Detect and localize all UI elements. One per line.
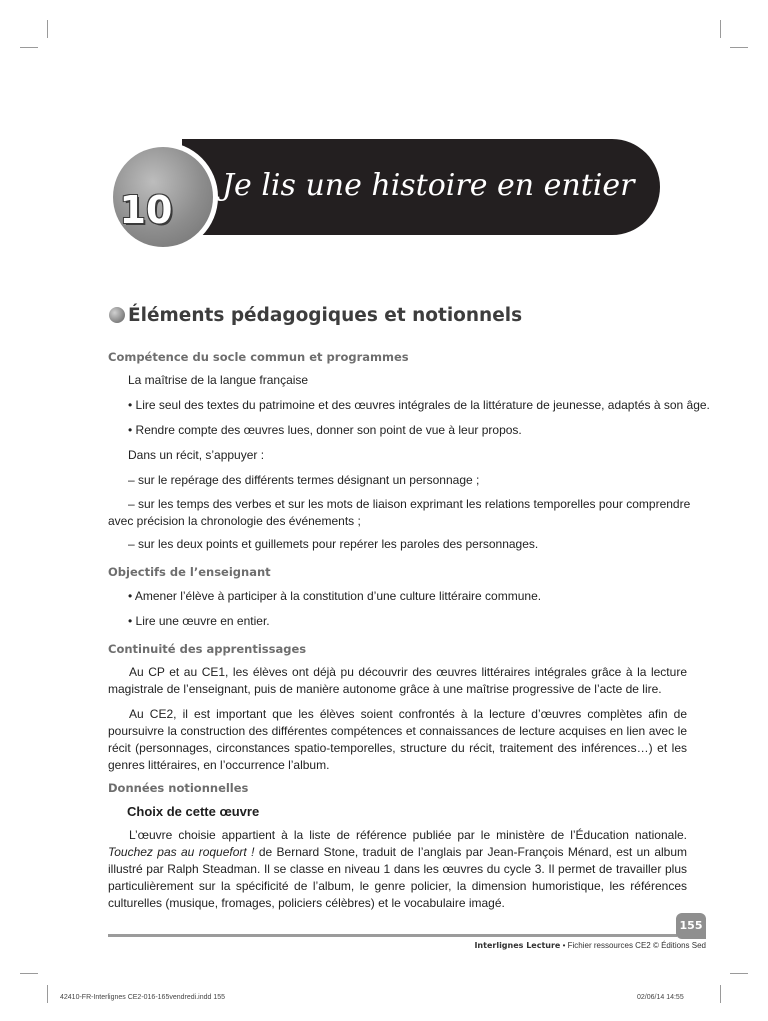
donnees-text-end: de Bernard Stone, traduit de l’anglais par Jean-François Ménard, est un album illustré par Ralph Steadman. Il se classe en niveau 1 dans les œuvres du cycle 3. Il permet de travailler plus particulièrement sur la spécificité de l’album, le genre policier, la dimension humoristique, les références culturelles (musique, fromages, policiers célèbres) et le vocabulaire imagé. (108, 845, 688, 910)
crop-mark (730, 973, 748, 974)
objectifs-heading: Objectifs de l’enseignant (108, 565, 271, 579)
book-title: Touchez pas au roquefort ! (108, 845, 255, 859)
footer-rest: • Fichier ressources CE2 © Éditions Sed (560, 941, 706, 950)
continuite-heading: Continuité des apprentissages (108, 642, 307, 656)
bullet-icon (109, 307, 125, 323)
crop-mark (720, 985, 721, 1003)
competence-line: • Lire seul des textes du patrimoine et des œuvres intégrales de la littérature de jeunesse, adaptés à son âge. (128, 398, 710, 412)
section-title: Éléments pédagogiques et notionnels (128, 305, 523, 326)
competence-line: • Rendre compte des œuvres lues, donner son point de vue à leur propos. (128, 423, 522, 437)
competence-line: – sur les temps des verbes et sur les mots de liaison exprimant les relations temporelles pour comprendre (128, 497, 691, 511)
continuite-paragraph: Au CP et au CE1, les élèves ont déjà pu découvrir des œuvres littéraires intégrales grâce à la lecture magistrale de l’enseignant, puis de manière autonome grâce à une maîtrise progressive de l’acte de lire. (108, 665, 687, 696)
crop-mark (730, 47, 748, 48)
donnees-paragraph (108, 827, 687, 912)
competence-line: – sur les deux points et guillemets pour repérer les paroles des personnages. (128, 537, 539, 551)
footer-rule (108, 934, 677, 937)
continuite-paragraph: Au CE2, il est important que les élèves soient confrontés à la lecture d’œuvres complètes afin de poursuivre la construction des différentes compétences et connaissances de lecture acquises en lien avec le récit (personnages, circonstances spatio-temporelles, structure du récit, traitement des inférences…) et les genres littéraires, en l’occurrence l’album. (108, 707, 687, 772)
crop-mark (47, 985, 48, 1003)
donnees-subheading: Choix de cette œuvre (127, 804, 260, 819)
footer-brand: Interlignes Lecture (474, 941, 561, 950)
competence-line: avec précision la chronologie des événements ; (108, 514, 361, 528)
print-slug-date: 02/06/14 14:55 (637, 994, 684, 1001)
chapter-title: Je lis une histoire en entier (222, 168, 635, 203)
donnees-text-start: L’œuvre choisie appartient à la liste de référence publiée par le ministère de l’Éducation nationale. (129, 828, 687, 842)
competence-heading: Compétence du socle commun et programmes (108, 350, 409, 364)
competence-line: La maîtrise de la langue française (128, 373, 309, 387)
crop-mark (20, 47, 38, 48)
chapter-number: 10 (119, 188, 173, 232)
crop-mark (720, 20, 721, 38)
crop-mark (20, 973, 38, 974)
objectifs-line: • Amener l’élève à participer à la constitution d’une culture littéraire commune. (128, 589, 542, 603)
competence-line: – sur le repérage des différents termes désignant un personnage ; (128, 473, 480, 487)
page-number: 155 (679, 919, 703, 932)
crop-mark (47, 20, 48, 38)
print-slug-file: 42410-FR-Interlignes CE2-016-165vendredi.indd 155 (60, 994, 225, 1001)
donnees-heading: Données notionnelles (108, 781, 249, 795)
footer-credit (474, 941, 706, 950)
objectifs-line: • Lire une œuvre en entier. (128, 614, 270, 628)
competence-line: Dans un récit, s’appuyer : (128, 448, 265, 462)
